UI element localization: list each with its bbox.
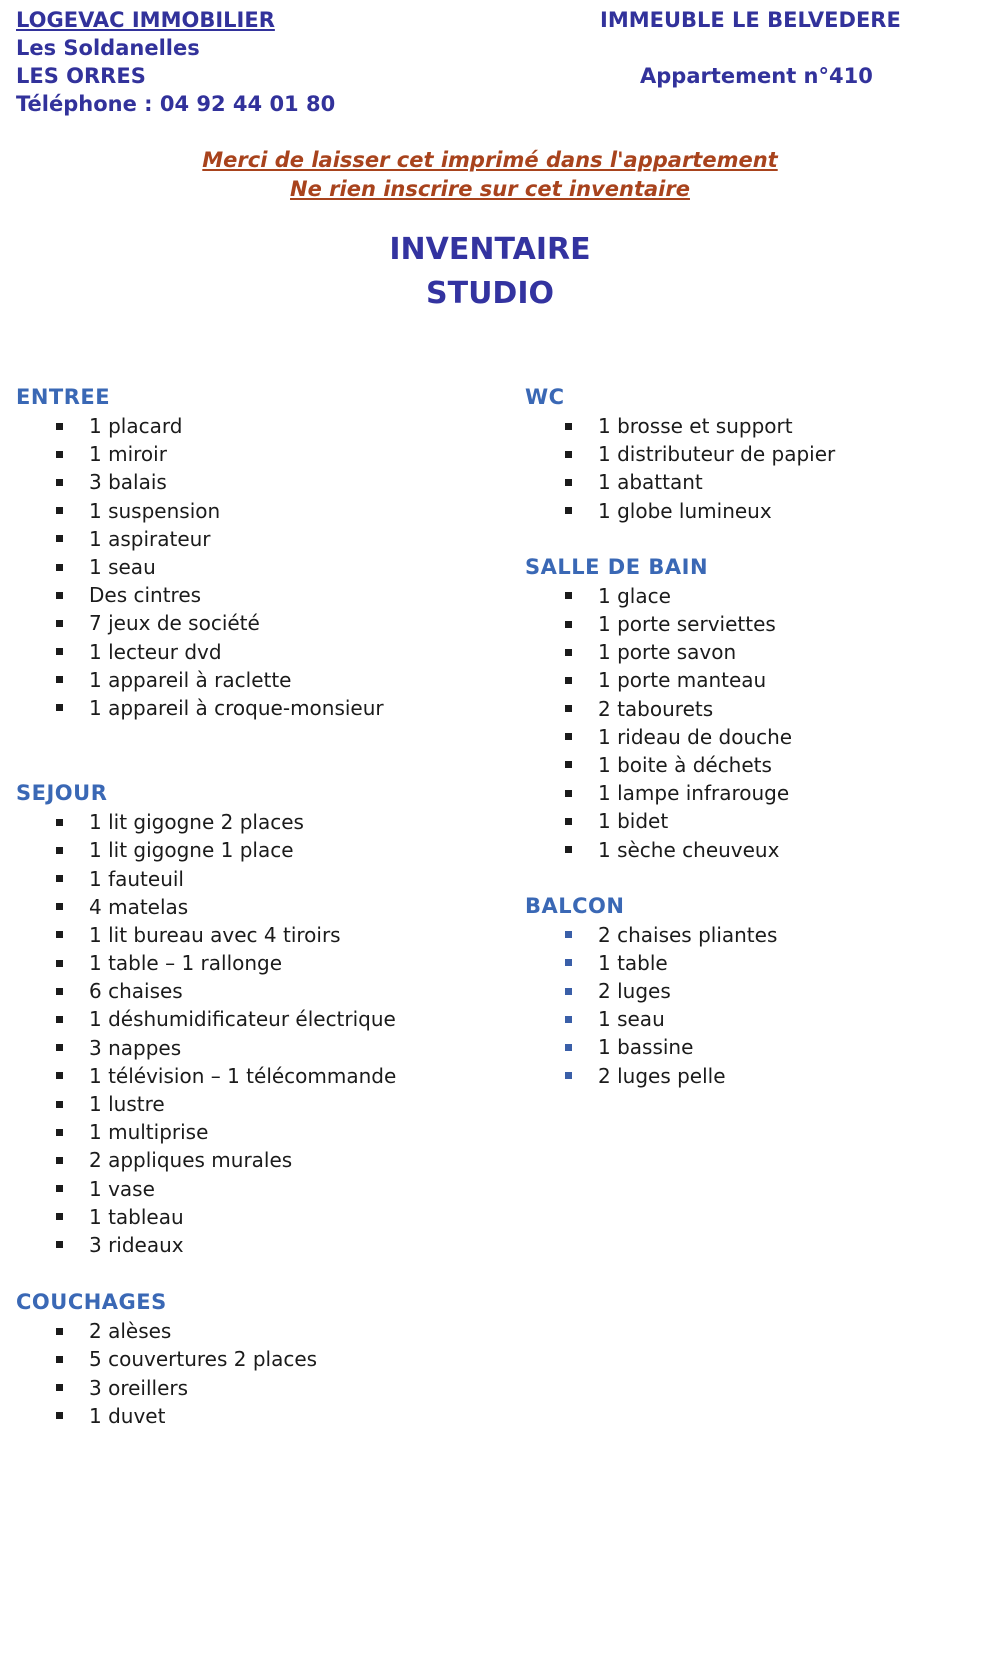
item-label: 1 boite à déchets (598, 752, 772, 777)
item-label: 2 chaises pliantes (598, 922, 778, 947)
item-label: 3 balais (89, 470, 167, 495)
list-item (525, 977, 995, 1005)
square-bullet-icon (56, 1241, 63, 1248)
section-header: WC (525, 385, 565, 409)
section-header: SALLE DE BAIN (525, 554, 709, 579)
list-item (16, 1203, 511, 1231)
document-title (0, 228, 980, 316)
square-bullet-icon (56, 1157, 63, 1164)
list-item (16, 609, 511, 637)
item-label: 1 lit gigogne 2 places (89, 810, 304, 835)
square-bullet-icon (565, 959, 572, 966)
list-item (525, 638, 995, 666)
list-item (16, 1005, 511, 1033)
list-item (16, 836, 511, 864)
section-salle-de-bain (525, 553, 995, 864)
square-bullet-icon (56, 1356, 63, 1363)
list-item (525, 497, 995, 525)
square-bullet-icon (56, 1072, 63, 1079)
list-item (16, 412, 511, 440)
column-left (16, 383, 511, 1430)
square-bullet-icon (565, 705, 572, 712)
section-entree (16, 383, 511, 722)
item-label: 1 brosse et support (598, 414, 793, 439)
list-item (16, 1373, 511, 1401)
item-label: 1 lecteur dvd (89, 639, 222, 664)
item-label: 1 rideau de douche (598, 724, 793, 749)
item-label: 1 porte manteau (598, 668, 767, 693)
item-label: 3 nappes (89, 1035, 182, 1060)
title-line-2: STUDIO (426, 276, 554, 311)
list-item (16, 440, 511, 468)
list-item (16, 1090, 511, 1118)
square-bullet-icon (56, 1384, 63, 1391)
list-item (16, 1175, 511, 1203)
item-label: 1 multiprise (89, 1120, 209, 1145)
square-bullet-icon (565, 451, 572, 458)
item-label: 2 tabourets (598, 696, 714, 721)
list-item (16, 977, 511, 1005)
item-label: 1 lustre (89, 1092, 165, 1117)
city-name: LES ORRES (16, 64, 146, 88)
list-item (525, 807, 995, 835)
item-label: 1 suspension (89, 498, 221, 523)
list-item (525, 921, 995, 949)
item-label: 1 abattant (598, 470, 703, 495)
list-item (16, 808, 511, 836)
building-name: IMMEUBLE LE BELVEDERE (600, 8, 901, 32)
item-label: 1 télévision – 1 télécommande (89, 1063, 397, 1088)
square-bullet-icon (565, 1072, 572, 1079)
square-bullet-icon (56, 564, 63, 571)
square-bullet-icon (565, 761, 572, 768)
list-item (525, 949, 995, 977)
list-item (525, 779, 995, 807)
list-item (16, 468, 511, 496)
list-item (525, 723, 995, 751)
item-label: 1 glace (598, 583, 671, 608)
item-label: 2 luges (598, 979, 671, 1004)
square-bullet-icon (56, 903, 63, 910)
square-bullet-icon (56, 875, 63, 882)
item-label: 1 déshumidificateur électrique (89, 1007, 396, 1032)
square-bullet-icon (565, 677, 572, 684)
item-label: 1 seau (89, 555, 156, 580)
square-bullet-icon (565, 931, 572, 938)
square-bullet-icon (56, 451, 63, 458)
item-label: 4 matelas (89, 894, 189, 919)
square-bullet-icon (56, 620, 63, 627)
square-bullet-icon (56, 507, 63, 514)
section-balcon (525, 892, 995, 1090)
square-bullet-icon (56, 1328, 63, 1335)
square-bullet-icon (56, 704, 63, 711)
list-item (525, 582, 995, 610)
square-bullet-icon (565, 649, 572, 656)
list-item (525, 1033, 995, 1061)
item-label: 3 rideaux (89, 1232, 184, 1257)
column-right (525, 383, 995, 1090)
list-item (16, 1345, 511, 1373)
list-item (16, 1118, 511, 1146)
item-label: 1 vase (89, 1176, 155, 1201)
square-bullet-icon (56, 1044, 63, 1051)
apartment-number: Appartement n°410 (640, 64, 873, 88)
square-bullet-icon (56, 592, 63, 599)
list-item (525, 1005, 995, 1033)
item-label: 7 jeux de société (89, 611, 260, 636)
item-label: 1 table – 1 rallonge (89, 951, 283, 976)
item-label: 1 appareil à raclette (89, 667, 292, 692)
item-label: 2 appliques murales (89, 1148, 293, 1173)
list-item (16, 694, 511, 722)
square-bullet-icon (565, 423, 572, 430)
list-item (525, 751, 995, 779)
item-label: 1 globe lumineux (598, 498, 772, 523)
item-label: 1 table (598, 950, 668, 975)
item-label: 1 tableau (89, 1204, 184, 1229)
list-item (16, 1231, 511, 1259)
square-bullet-icon (565, 846, 572, 853)
square-bullet-icon (56, 931, 63, 938)
list-item (16, 1146, 511, 1174)
square-bullet-icon (56, 1213, 63, 1220)
square-bullet-icon (565, 507, 572, 514)
square-bullet-icon (56, 535, 63, 542)
square-bullet-icon (56, 988, 63, 995)
square-bullet-icon (565, 988, 572, 995)
square-bullet-icon (56, 819, 63, 826)
company-name: LOGEVAC IMMOBILIER (16, 8, 275, 32)
section-header: ENTREE (16, 385, 111, 409)
item-label: 1 sèche cheuveux (598, 837, 780, 862)
list-item (16, 893, 511, 921)
list-item (16, 1062, 511, 1090)
item-label: 1 fauteuil (89, 866, 184, 891)
list-item (16, 1317, 511, 1345)
item-label: 1 bidet (598, 809, 669, 834)
square-bullet-icon (56, 847, 63, 854)
list-item (16, 1034, 511, 1062)
list-item (16, 949, 511, 977)
square-bullet-icon (565, 1044, 572, 1051)
section-header: COUCHAGES (16, 1290, 167, 1315)
notice-line-2: Ne rien inscrire sur cet inventaire (290, 177, 690, 201)
item-label: 6 chaises (89, 979, 183, 1004)
square-bullet-icon (565, 621, 572, 628)
item-label: 3 oreillers (89, 1375, 189, 1400)
item-label: 1 duvet (89, 1403, 166, 1428)
item-label: 2 luges pelle (598, 1063, 726, 1088)
square-bullet-icon (565, 479, 572, 486)
square-bullet-icon (56, 479, 63, 486)
square-bullet-icon (565, 592, 572, 599)
list-item (16, 864, 511, 892)
square-bullet-icon (565, 790, 572, 797)
list-item (525, 412, 995, 440)
item-label: 1 porte serviettes (598, 612, 776, 637)
list-item (525, 1062, 995, 1090)
item-label: 1 lit gigogne 1 place (89, 838, 294, 863)
section-header: SEJOUR (16, 781, 108, 806)
item-label: 1 lit bureau avec 4 tiroirs (89, 922, 341, 947)
list-item (525, 666, 995, 694)
section-sejour (16, 779, 511, 1259)
list-item (16, 553, 511, 581)
section-couchages (16, 1288, 511, 1430)
notice (0, 146, 980, 204)
list-item (525, 468, 995, 496)
section-wc (525, 383, 995, 525)
item-label: 1 seau (598, 1007, 665, 1032)
item-label: 1 lampe infrarouge (598, 781, 790, 806)
list-item (16, 921, 511, 949)
item-label: 1 aspirateur (89, 526, 211, 551)
list-item (525, 835, 995, 863)
square-bullet-icon (56, 676, 63, 683)
item-label: 1 distributeur de papier (598, 442, 836, 467)
square-bullet-icon (56, 1016, 63, 1023)
square-bullet-icon (565, 733, 572, 740)
square-bullet-icon (56, 960, 63, 967)
list-item (16, 525, 511, 553)
item-label: 1 placard (89, 414, 183, 439)
square-bullet-icon (56, 1412, 63, 1419)
list-item (525, 695, 995, 723)
item-label: 5 couvertures 2 places (89, 1347, 318, 1372)
notice-line-1: Merci de laisser cet imprimé dans l'appartement (202, 148, 778, 172)
title-line-1: INVENTAIRE (389, 232, 591, 267)
phone-line: Téléphone : 04 92 44 01 80 (16, 92, 336, 116)
list-item (16, 581, 511, 609)
square-bullet-icon (56, 423, 63, 430)
square-bullet-icon (56, 648, 63, 655)
square-bullet-icon (565, 818, 572, 825)
section-header: BALCON (525, 893, 625, 918)
list-item (525, 610, 995, 638)
list-item (16, 638, 511, 666)
item-label: 1 appareil à croque-monsieur (89, 695, 384, 720)
item-label: 1 bassine (598, 1035, 694, 1060)
square-bullet-icon (565, 1016, 572, 1023)
item-label: Des cintres (89, 583, 202, 608)
item-label: 1 porte savon (598, 640, 737, 665)
residence-name: Les Soldanelles (16, 36, 200, 60)
list-item (16, 666, 511, 694)
square-bullet-icon (56, 1129, 63, 1136)
list-item (525, 440, 995, 468)
square-bullet-icon (56, 1185, 63, 1192)
list-item (16, 1402, 511, 1430)
item-label: 2 alèses (89, 1319, 172, 1344)
square-bullet-icon (56, 1101, 63, 1108)
list-item (16, 497, 511, 525)
item-label: 1 miroir (89, 442, 167, 467)
